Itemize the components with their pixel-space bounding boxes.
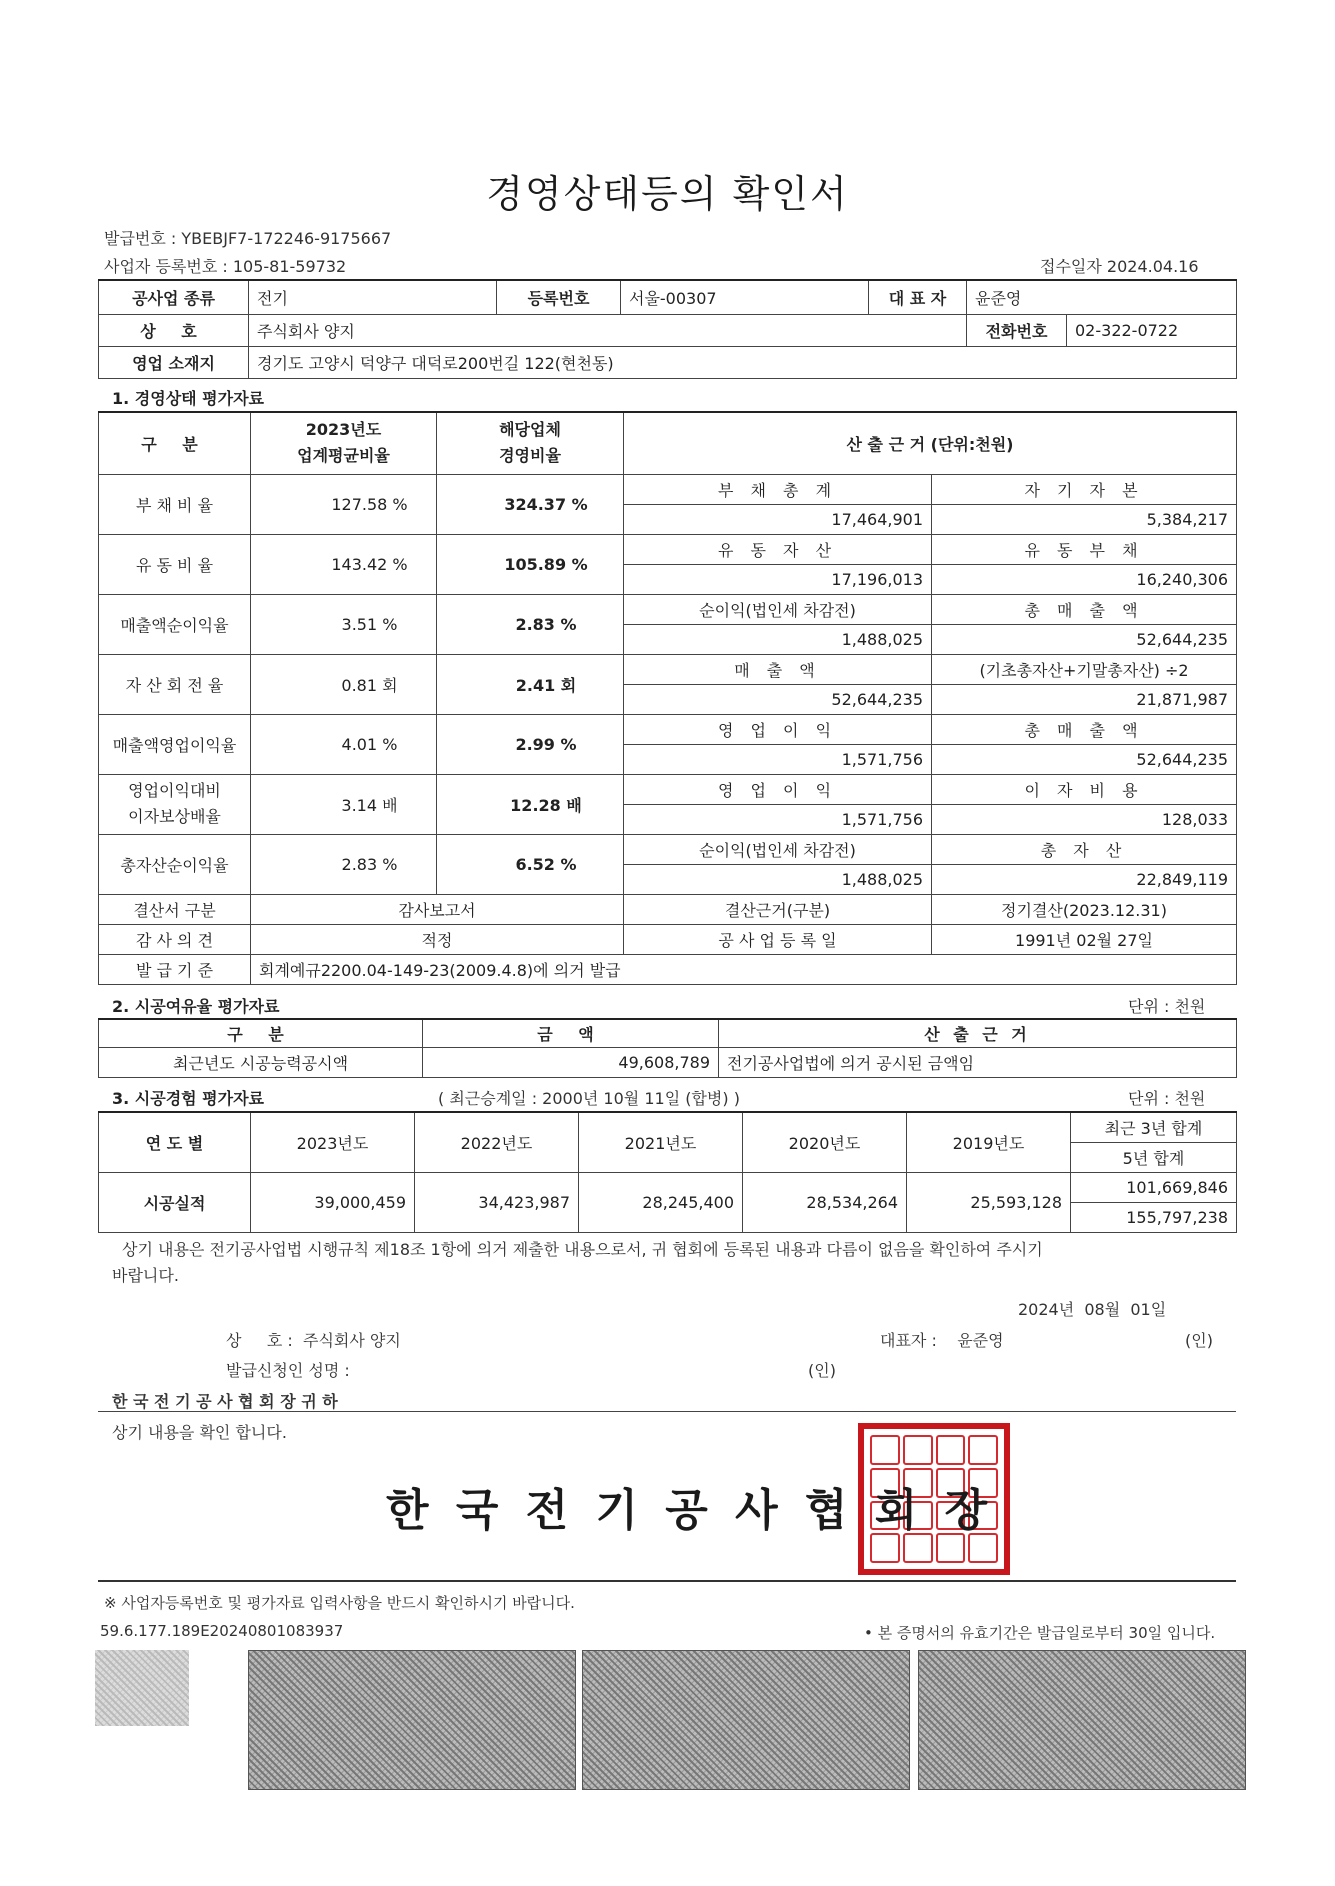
perf-2023: 39,000,459 (251, 1172, 415, 1232)
company-ratio: 12.28 배 (437, 774, 624, 834)
basis-value-2: 16,240,306 (932, 564, 1237, 594)
ratio-label-line2: 이자보상배율 (128, 807, 221, 826)
header-basis: 산 출 근 거 (단위:천원) (624, 412, 1237, 474)
audit-value: 적정 (251, 924, 624, 954)
rep-value: 윤준영 (967, 280, 1237, 314)
footer-divider (98, 1580, 1236, 1582)
basis-value-1: 1,571,756 (624, 744, 932, 774)
section2-unit: 단위 : 천원 (1128, 997, 1206, 1016)
company-ratio: 6.52 % (437, 834, 624, 894)
company-ratio: 2.83 % (437, 594, 624, 654)
sum5-label: 5년 합계 (1071, 1142, 1237, 1172)
basis-value-2: 21,871,987 (932, 684, 1237, 714)
basis-label-2: (기초총자산+기말총자산) ÷2 (932, 654, 1237, 684)
ratio-label: 매출액영업이익율 (99, 714, 251, 774)
company-ratio: 2.41 회 (437, 654, 624, 714)
settle-label: 결산서 구분 (99, 894, 251, 924)
year-2020: 2020년도 (743, 1112, 907, 1172)
issue-number: 발급번호 : YBEBJF7-172246-9175667 (104, 229, 392, 248)
basis-value-2: 128,033 (932, 804, 1237, 834)
reg-no-value: 서울-00307 (621, 280, 869, 314)
ratio-rows (99, 474, 1237, 894)
basis-label-2: 자 기 자 본 (932, 474, 1237, 504)
basis-value-1: 1,488,025 (624, 864, 932, 894)
basis-label-1: 순이익(법인세 차감전) (624, 594, 932, 624)
footer-note: ※ 사업자등록번호 및 평가자료 입력사항을 반드시 확인하시기 바랍니다. (104, 1594, 575, 1612)
year-2019: 2019년도 (907, 1112, 1071, 1172)
seal-mark-2: (인) (808, 1361, 836, 1380)
watermark-logo-icon (95, 1650, 189, 1726)
company-info-table (98, 279, 1237, 379)
closing-text-line1: 상기 내용은 전기공사업법 시행규칙 제18조 1항에 의거 제출한 내용으로서, 귀 협회에 등록된 내용과 다름이 없음을 확인하여 주시기 (122, 1240, 1043, 1259)
barcode-2 (582, 1650, 910, 1790)
settle-value: 감사보고서 (251, 894, 624, 924)
barcode-1 (248, 1650, 576, 1790)
standard-value: 회계예규2200.04-149-23(2009.4.8)에 의거 발급 (251, 954, 1237, 984)
company-ratio: 2.99 % (437, 714, 624, 774)
basis-value-2: 5,384,217 (932, 504, 1237, 534)
receipt-date: 접수일자 2024.04.16 (1040, 257, 1199, 276)
basis-label-2: 총 자 산 (932, 834, 1237, 864)
tel-value: 02-322-0722 (1067, 314, 1237, 346)
section2-title: 2. 시공여유율 평가자료 (112, 997, 280, 1016)
basis-value-1: 17,196,013 (624, 564, 932, 594)
construction-experience-table (98, 1111, 1237, 1233)
ratio-label (99, 774, 251, 834)
sum5-value: 155,797,238 (1071, 1202, 1237, 1232)
s2-header-basis: 산 출 근 거 (719, 1019, 1237, 1047)
year-2021: 2021년도 (579, 1112, 743, 1172)
sum3-value: 101,669,846 (1071, 1172, 1237, 1202)
closing-text-line2: 바랍니다. (112, 1266, 179, 1285)
industry-average: 127.58 % (251, 474, 437, 534)
issuer-name: 한 국 전 기 공 사 협 회 장 (386, 1485, 994, 1536)
standard-label: 발 급 기 준 (99, 954, 251, 984)
header-company-ratio: 해당업체 경영비율 (437, 412, 624, 474)
basis-label-2: 총 매 출 액 (932, 714, 1237, 744)
basis-label-2: 총 매 출 액 (932, 594, 1237, 624)
industry-average: 0.81 회 (251, 654, 437, 714)
basis-value-2: 52,644,235 (932, 744, 1237, 774)
company-name-value: 주식회사 양지 (249, 314, 967, 346)
confirm-text: 상기 내용을 확인 합니다. (112, 1423, 287, 1442)
rep-label: 대 표 자 (869, 280, 967, 314)
closing-company: 상 호 : 주식회사 양지 (226, 1331, 401, 1350)
basis-label-1: 유 동 자 산 (624, 534, 932, 564)
document-code: 59.6.177.189E20240801083937 (100, 1622, 344, 1640)
document-title: 경영상태등의 확인서 (486, 172, 849, 216)
closing-date: 2024년 08월 01일 (1018, 1300, 1167, 1319)
section3-note: ( 최근승계일 : 2000년 10월 11일 (합병) ) (438, 1089, 740, 1108)
address-value: 경기도 고양시 덕양구 대덕로200번길 122(현천동) (249, 346, 1237, 378)
closing-representative: 대표자 : 윤준영 (880, 1331, 1004, 1350)
company-ratio: 105.89 % (437, 534, 624, 594)
s2-row-amount: 49,608,789 (423, 1047, 719, 1077)
addressee: 한 국 전 기 공 사 협 회 장 귀 하 (112, 1392, 338, 1411)
basis-value-1: 1,571,756 (624, 804, 932, 834)
basis-label-1: 부 채 총 계 (624, 474, 932, 504)
industry-average: 143.42 % (251, 534, 437, 594)
business-number: 사업자 등록번호 : 105-81-59732 (104, 257, 347, 276)
company-ratio: 324.37 % (437, 474, 624, 534)
management-status-table (98, 411, 1237, 985)
basis-label-2: 이 자 비 용 (932, 774, 1237, 804)
validity-note: • 본 증명서의 유효기간은 발급일로부터 30일 입니다. (864, 1624, 1216, 1642)
industry-average: 3.51 % (251, 594, 437, 654)
divider (98, 1411, 1236, 1412)
basis-label-1: 순이익(법인세 차감전) (624, 834, 932, 864)
header-division: 구 분 (99, 412, 251, 474)
perf-2020: 28,534,264 (743, 1172, 907, 1232)
section3-unit: 단위 : 천원 (1128, 1089, 1206, 1108)
tel-label: 전화번호 (967, 314, 1067, 346)
company-name-label: 상 호 (99, 314, 249, 346)
ratio-label-line1: 영업이익대비 (128, 781, 221, 800)
basis-value-1: 52,644,235 (624, 684, 932, 714)
ratio-label: 매출액순이익율 (99, 594, 251, 654)
applicant-label: 발급신청인 성명 : (226, 1361, 350, 1380)
basis-label-1: 매 출 액 (624, 654, 932, 684)
year-header: 연 도 별 (99, 1112, 251, 1172)
section1-title: 1. 경영상태 평가자료 (112, 389, 264, 408)
regdate-value: 1991년 02월 27일 (932, 924, 1237, 954)
industry-average: 3.14 배 (251, 774, 437, 834)
work-type-value: 전기 (249, 280, 497, 314)
industry-average: 4.01 % (251, 714, 437, 774)
perf-2022: 34,423,987 (415, 1172, 579, 1232)
basis-value-2: 52,644,235 (932, 624, 1237, 654)
ratio-label: 총자산순이익율 (99, 834, 251, 894)
year-2023: 2023년도 (251, 1112, 415, 1172)
basis-label-2: 유 동 부 채 (932, 534, 1237, 564)
reg-no-label: 등록번호 (497, 280, 621, 314)
work-type-label: 공사업 종류 (99, 280, 249, 314)
basis-value-2: 22,849,119 (932, 864, 1237, 894)
sum3-label: 최근 3년 합계 (1071, 1112, 1237, 1142)
performance-label: 시공실적 (99, 1172, 251, 1232)
s2-header-amount: 금 액 (423, 1019, 719, 1047)
s2-header-division: 구 분 (99, 1019, 423, 1047)
settle-basis-value: 정기결산(2023.12.31) (932, 894, 1237, 924)
ratio-label: 자 산 회 전 율 (99, 654, 251, 714)
basis-value-1: 17,464,901 (624, 504, 932, 534)
audit-label: 감 사 의 견 (99, 924, 251, 954)
construction-margin-table (98, 1018, 1237, 1078)
perf-2021: 28,245,400 (579, 1172, 743, 1232)
s2-row-basis: 전기공사업법에 의거 공시된 금액임 (719, 1047, 1237, 1077)
barcode-3 (918, 1650, 1246, 1790)
year-2022: 2022년도 (415, 1112, 579, 1172)
seal-mark-1: (인) (1185, 1331, 1213, 1350)
s2-row-label: 최근년도 시공능력공시액 (99, 1047, 423, 1077)
basis-label-1: 영 업 이 익 (624, 714, 932, 744)
section3-title: 3. 시공경험 평가자료 (112, 1089, 264, 1108)
ratio-label: 유 동 비 율 (99, 534, 251, 594)
regdate-label: 공 사 업 등 록 일 (624, 924, 932, 954)
address-label: 영업 소재지 (99, 346, 249, 378)
basis-label-1: 영 업 이 익 (624, 774, 932, 804)
industry-average: 2.83 % (251, 834, 437, 894)
perf-2019: 25,593,128 (907, 1172, 1071, 1232)
settle-basis-label: 결산근거(구분) (624, 894, 932, 924)
ratio-label: 부 채 비 율 (99, 474, 251, 534)
header-industry-avg: 2023년도 업계평균비율 (251, 412, 437, 474)
basis-value-1: 1,488,025 (624, 624, 932, 654)
